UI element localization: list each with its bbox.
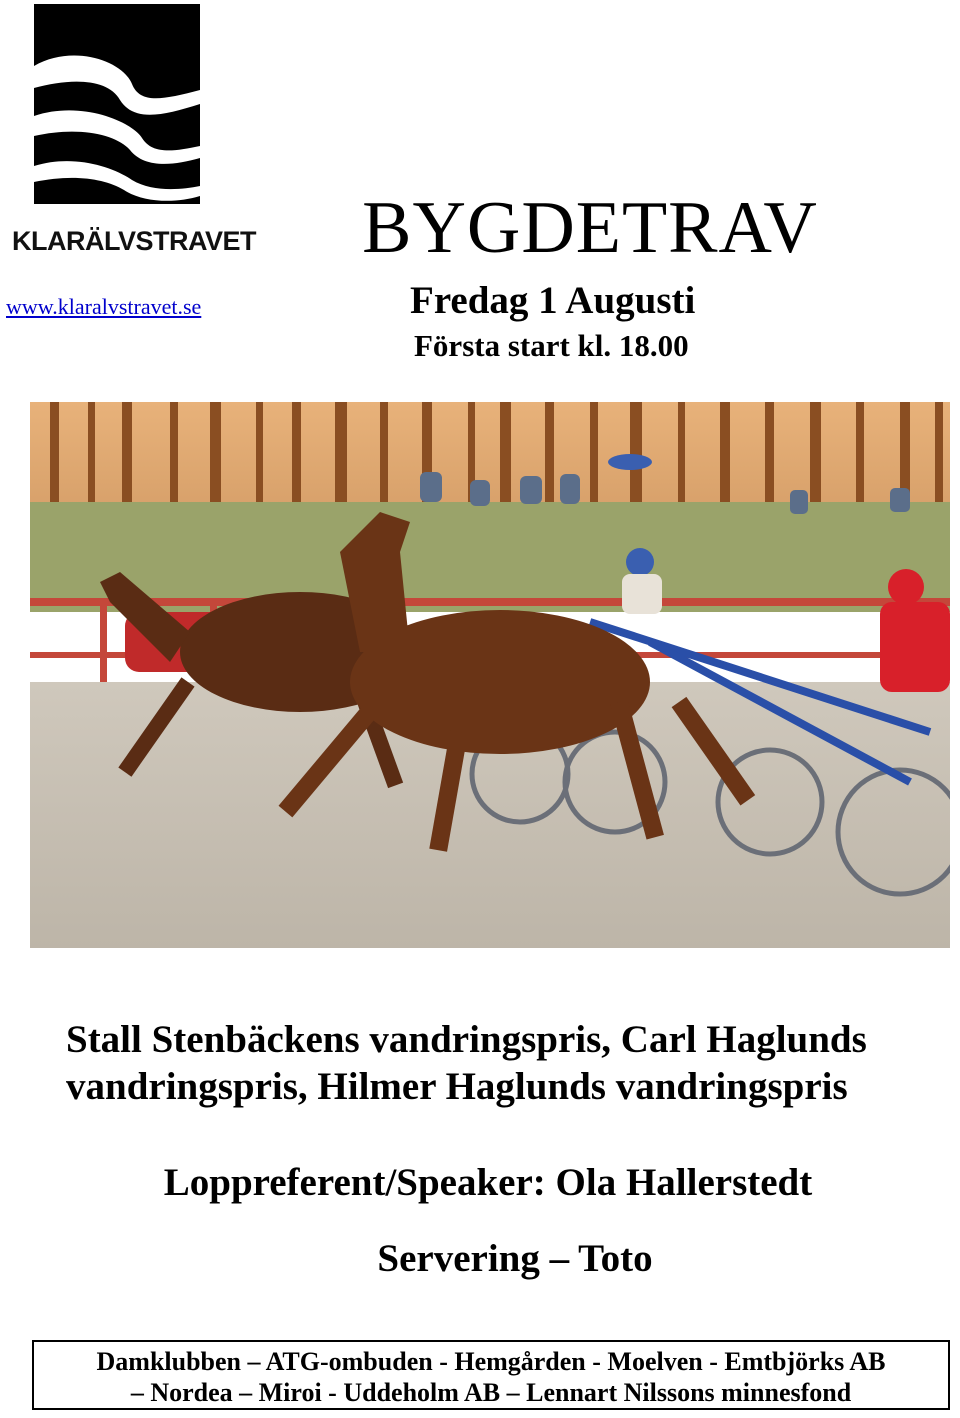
event-date: Fredag 1 Augusti	[410, 279, 696, 322]
sponsors-box	[32, 1340, 950, 1410]
speaker-text: Loppreferent/Speaker: Ola Hallerstedt	[163, 1161, 813, 1204]
sponsors-line: Damklubben – ATG-ombuden - Hemgården - Moelven - Emtbjörks AB	[96, 1347, 886, 1376]
sponsors-line: – Nordea – Miroi - Uddeholm AB – Lennart Nilssons minnesfond	[130, 1378, 852, 1407]
logo-wordmark: KLARÄLVSTRAVET	[12, 226, 256, 256]
first-start-time: Första start kl. 18.00	[414, 328, 689, 363]
page-title: BYGDETRAV	[362, 187, 818, 269]
website-link[interactable]: www.klaralvstravet.se	[6, 294, 202, 319]
river-logo-icon	[12, 4, 202, 214]
services-text: Servering – Toto	[377, 1237, 653, 1280]
prizes-text: Stall Stenbäckens vandringspris, Carl Haglunds vandringspris, Hilmer Haglunds vandringspris	[66, 1018, 867, 1108]
harness-racing-photo	[30, 402, 950, 948]
